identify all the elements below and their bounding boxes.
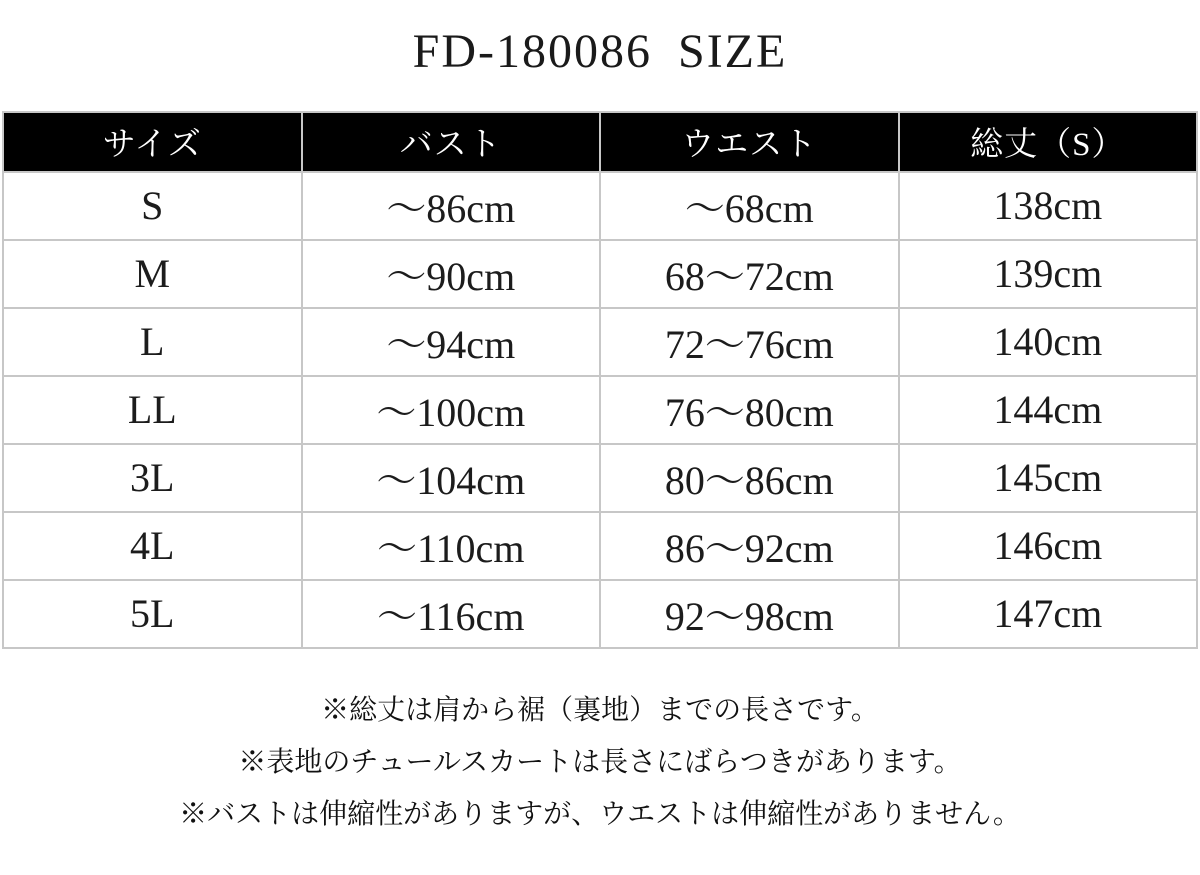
size-table-body bbox=[3, 172, 1197, 648]
table-row bbox=[3, 444, 1197, 512]
header-row bbox=[3, 112, 1197, 172]
length-cell: 138cm bbox=[899, 172, 1198, 240]
length-cell: 140cm bbox=[899, 308, 1198, 376]
bust-cell: ～86cm bbox=[302, 172, 601, 240]
waist-cell: 92～98cm bbox=[600, 580, 899, 648]
note-total-length: ※総丈は肩から裾（裏地）までの長さです。 bbox=[321, 694, 879, 726]
length-cell: 145cm bbox=[899, 444, 1198, 512]
length-cell: 146cm bbox=[899, 512, 1198, 580]
column-header-size: サイズ bbox=[3, 112, 302, 172]
bust-cell: ～100cm bbox=[302, 376, 601, 444]
waist-cell: 80～86cm bbox=[600, 444, 899, 512]
column-header-waist: ウエスト bbox=[600, 112, 899, 172]
waist-cell: 76～80cm bbox=[600, 376, 899, 444]
size-cell: S bbox=[3, 172, 302, 240]
size-cell: 5L bbox=[3, 580, 302, 648]
column-header-bust: バスト bbox=[302, 112, 601, 172]
table-row bbox=[3, 240, 1197, 308]
size-cell: 4L bbox=[3, 512, 302, 580]
length-cell: 139cm bbox=[899, 240, 1198, 308]
bust-cell: ～116cm bbox=[302, 580, 601, 648]
note-stretch: ※バストは伸縮性がありますが、ウエストは伸縮性がありません。 bbox=[179, 798, 1021, 830]
waist-cell: 86～92cm bbox=[600, 512, 899, 580]
bust-cell: ～104cm bbox=[302, 444, 601, 512]
bust-cell: ～110cm bbox=[302, 512, 601, 580]
size-cell: 3L bbox=[3, 444, 302, 512]
table-row bbox=[3, 308, 1197, 376]
length-cell: 144cm bbox=[899, 376, 1198, 444]
product-code: FD-180086 bbox=[412, 25, 652, 78]
waist-cell: 72～76cm bbox=[600, 308, 899, 376]
size-table bbox=[2, 111, 1198, 649]
table-row bbox=[3, 172, 1197, 240]
size-cell: L bbox=[3, 308, 302, 376]
size-table-header bbox=[3, 112, 1197, 172]
waist-cell: ～68cm bbox=[600, 172, 899, 240]
table-row bbox=[3, 580, 1197, 648]
bust-cell: ～90cm bbox=[302, 240, 601, 308]
size-label: SIZE bbox=[678, 25, 788, 78]
table-row bbox=[3, 376, 1197, 444]
waist-cell: 68～72cm bbox=[600, 240, 899, 308]
size-cell: M bbox=[3, 240, 302, 308]
column-header-length: 総丈（S） bbox=[899, 112, 1198, 172]
footnotes bbox=[0, 685, 1200, 841]
page-title bbox=[0, 0, 1200, 79]
bust-cell: ～94cm bbox=[302, 308, 601, 376]
table-row bbox=[3, 512, 1197, 580]
note-tulle-skirt: ※表地のチュールスカートは長さにばらつきがあります。 bbox=[238, 746, 962, 778]
length-cell: 147cm bbox=[899, 580, 1198, 648]
size-cell: LL bbox=[3, 376, 302, 444]
